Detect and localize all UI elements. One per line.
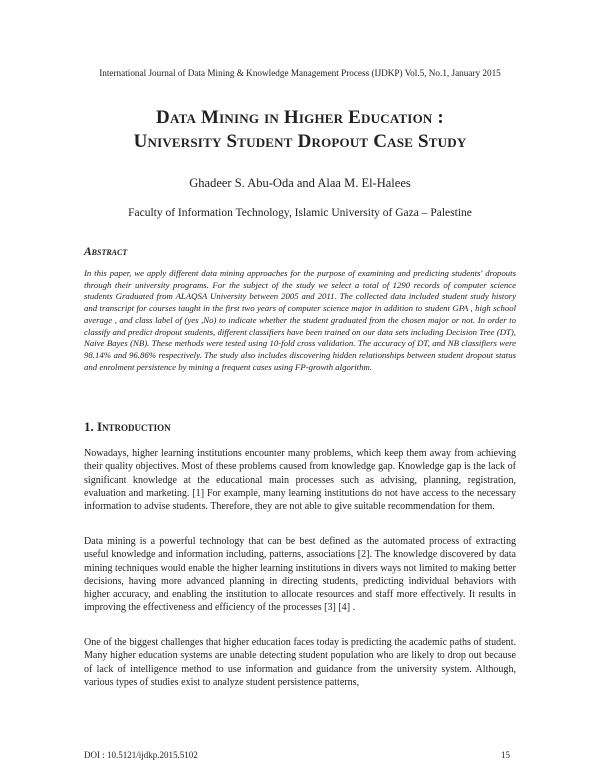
intro-paragraph-2: Data mining is a powerful technology that can be best defined as the automated process of extracting useful knowledge and information including, patterns, associations [2]. The knowledge discovered by data mining techniques would enable the higher learning institutions in divers ways not limited to making better decisions, having more advanced planning in directing students, predicting individual behaviors with higher accuracy, and enabling the institution to allocate resources and staff more effectively. It results in improving the effectiveness and efficiency of the processes [3] [4] . (84, 536, 516, 614)
authors: Ghadeer S. Abu-Oda and Alaa M. El-Halees (189, 176, 411, 190)
title-line-1: Data Mining in Higher Education : (156, 107, 444, 128)
paper-title (0, 106, 600, 154)
affiliation: Faculty of Information Technology, Islamic University of Gaza – Palestine (128, 207, 472, 219)
intro-paragraph-1: Nowadays, higher learning institutions encounter many problems, which keep them away from achieving their quality objectives. Most of these problems caused from knowledge gap. Knowledge gap is the lack of significant knowledge at the educational main processes such as advising, planning, registration, evaluation and marketing. [1] For example, many learning institutions do not have access to the necessary information to advise students. Therefore, they are not able to give suitable recommendation for them. (84, 448, 516, 513)
running-head: International Journal of Data Mining & Knowledge Management Process (IJDKP) Vol.5, No.1, January 2015 (99, 68, 501, 78)
introduction-heading: 1. Introduction (84, 419, 171, 434)
footer-doi[interactable]: DOI : 10.5121/ijdkp.2015.5102 (84, 750, 198, 760)
title-line-2: University Student Dropout Case Study (133, 131, 467, 152)
intro-paragraph-3: One of the biggest challenges that higher education faces today is predicting the academic paths of student. Many higher education systems are unable detecting student population who are likely to drop out because of lack of intelligence method to use information and guidance from the university system. Although, various types of studies exist to analyze student persistence patterns, (84, 637, 516, 688)
page-number: 15 (501, 750, 510, 760)
abstract-text: In this paper, we apply different data mining approaches for the purpose of examining and predicting students' dropouts through their university programs. For the subject of the study we select a total of 1290 records of computer science students Graduated from ALAQSA University between 2005 and 2011. The collected data included student study history and transcript for courses taught in the first two years of computer science major in addition to student GPA , high school average , and class label of (yes ,No) to indicate whether the student graduated from the chosen major or not. In order to classify and predict dropout students, different classifiers have been trained on our data sets including Decision Tree (DT), Naive Bayes (NB). These methods were tested using 10-fold cross validation. The accuracy of DT, and NB classifiers were 98.14% and 96.86% respectively. The study also includes discovering hidden relationships between student dropout status and enrolment persistence by mining a frequent cases using FP-growth algorithm. (84, 268, 516, 372)
abstract-heading: Abstract (84, 246, 128, 258)
